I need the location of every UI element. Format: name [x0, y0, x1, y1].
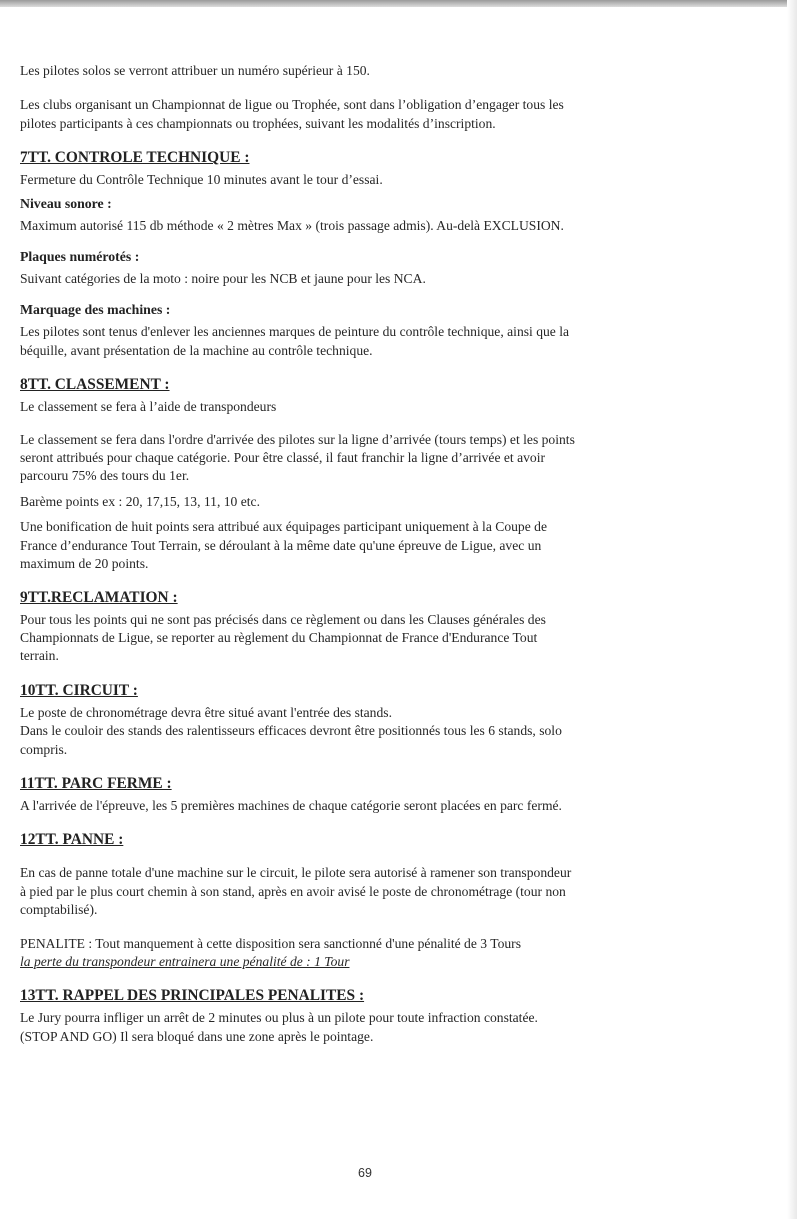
section-8-paragraph-3: Barème points ex : 20, 17,15, 13, 11, 10 etc. — [20, 493, 260, 509]
section-13-title: 13TT. RAPPEL DES PRINCIPALES PENALITES : — [20, 987, 365, 1005]
section-12-title: 12TT. PANNE : — [20, 831, 124, 849]
section-7-subheading-plates: Plaques numérotés : — [20, 249, 140, 265]
section-13-paragraph-1 — [20, 1009, 720, 1046]
text-line: seront attribués pour chaque catégorie. Pour être classé, il faut franchir la ligne d’arrivée et avoir — [20, 450, 546, 466]
text-line: à pied par le plus court chemin à son stand, après en avoir avisé le poste de chronométrage (tour non — [20, 883, 566, 899]
section-7-subheading-sound: Niveau sonore : — [20, 195, 112, 211]
scan-top-edge — [0, 0, 797, 7]
text-line: Championnats de Ligue, se reporter au règlement du Championnat de France d'Endurance Tout — [20, 629, 538, 645]
text-line: Le Jury pourra infliger un arrêt de 2 minutes ou plus à un pilote pour toute infraction constatée. — [20, 1010, 538, 1026]
section-8-paragraph-2 — [20, 431, 720, 486]
intro-paragraph-1: Les pilotes solos se verront attribuer un numéro supérieur à 150. — [20, 63, 370, 78]
section-11-title: 11TT. PARC FERME : — [20, 774, 172, 792]
section-8-paragraph-4 — [20, 518, 720, 573]
section-7-subheading-marking: Marquage des machines : — [20, 302, 171, 318]
text-line: Dans le couloir des stands des ralentisseurs efficaces devront être positionnés tous les 6 stands, solo — [20, 723, 562, 739]
page-number: 69 — [358, 1166, 372, 1180]
text-line: Les clubs organisant un Championnat de ligue ou Trophée, sont dans l’obligation d’engager tous les — [20, 97, 564, 113]
text-line: terrain. — [20, 648, 59, 664]
text-line: Le classement se fera dans l'ordre d'arrivée des pilotes sur la ligne d’arrivée (tours temps) et les points — [20, 431, 575, 447]
section-7-paragraph-3: Suivant catégories de la moto : noire pour les NCB et jaune pour les NCA. — [20, 271, 426, 287]
text-line: pilotes participants à ces championnats ou trophées, suivant les modalités d’inscription. — [20, 115, 496, 131]
section-8-title: 8TT. CLASSEMENT : — [20, 376, 170, 394]
text-line: béquille, avant présentation de la machine au contrôle technique. — [20, 342, 373, 358]
text-line: Le poste de chronométrage devra être situé avant l'entrée des stands. — [20, 704, 392, 720]
section-7-paragraph-4 — [20, 323, 720, 360]
section-12-transponder-penalty: la perte du transpondeur entrainera une pénalité de : 1 Tour — [20, 953, 350, 969]
text-line: compris. — [20, 741, 68, 757]
text-line: parcouru 75% des tours du 1er. — [20, 468, 190, 484]
text-line: (STOP AND GO) Il sera bloqué dans une zone après le pointage. — [20, 1028, 374, 1044]
text-line: France d’endurance Tout Terrain, se déroulant à la même date qu'une épreuve de Ligue, avec un — [20, 537, 542, 553]
document-body — [20, 62, 720, 1046]
section-7-title: 7TT. CONTROLE TECHNIQUE : — [20, 149, 250, 167]
section-9-title: 9TT.RECLAMATION : — [20, 588, 178, 606]
text-line: Pour tous les points qui ne sont pas précisés dans ce règlement ou dans les Clauses générales des — [20, 611, 546, 627]
text-line: Une bonification de huit points sera attribué aux équipages participant uniquement à la Coupe de — [20, 519, 547, 535]
section-11-paragraph-1: A l'arrivée de l'épreuve, les 5 premières machines de chaque catégorie seront placées en parc fermé. — [20, 797, 562, 813]
section-12-paragraph-1 — [20, 864, 720, 919]
text-line: comptabilisé). — [20, 902, 98, 918]
section-10-paragraph-1 — [20, 704, 720, 759]
section-9-paragraph-1 — [20, 611, 720, 666]
text-line: Les pilotes sont tenus d'enlever les anciennes marques de peinture du contrôle technique, ainsi que la — [20, 324, 570, 340]
section-7-paragraph-1: Fermeture du Contrôle Technique 10 minutes avant le tour d’essai. — [20, 172, 383, 188]
text-line: maximum de 20 points. — [20, 556, 149, 572]
section-8-paragraph-1: Le classement se fera à l’aide de transpondeurs — [20, 399, 277, 415]
section-10-title: 10TT. CIRCUIT : — [20, 681, 138, 699]
intro-paragraph-2 — [20, 96, 720, 133]
scan-right-edge — [787, 0, 797, 1219]
section-12-penalty: PENALITE : Tout manquement à cette disposition sera sanctionné d'une pénalité de 3 Tours — [20, 935, 522, 951]
text-line: En cas de panne totale d'une machine sur le circuit, le pilote sera autorisé à ramener son transpondeur — [20, 865, 572, 881]
section-7-paragraph-2: Maximum autorisé 115 db méthode « 2 mètres Max » (trois passage admis). Au-delà EXCLUSION. — [20, 217, 564, 233]
